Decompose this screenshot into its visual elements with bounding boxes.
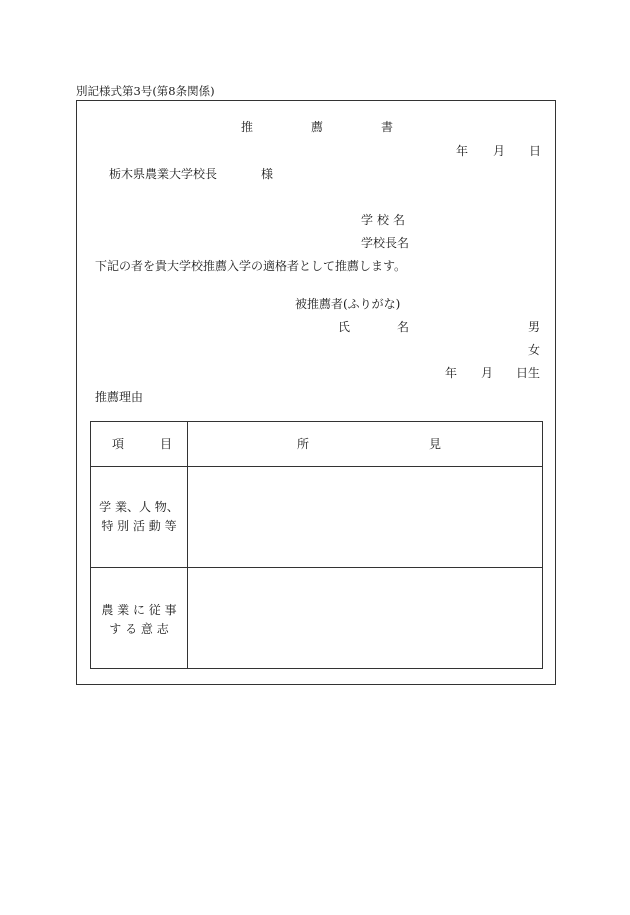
item-header-cell <box>91 422 188 467</box>
agriculture-will-line-1: 農 業 に 従 事 <box>101 603 177 617</box>
birth-year-label: 年 <box>445 366 458 380</box>
school-name-label: 学校名 <box>361 213 410 227</box>
item-header-char-1: 項 <box>112 437 125 451</box>
nominee-label: 被推薦者(ふりがな) <box>295 297 401 311</box>
opinion-header-char-1: 所 <box>297 437 310 451</box>
reason-table-header <box>91 422 543 467</box>
opinion-header-cell <box>188 422 543 467</box>
academic-item-line-2: 特 別 活 動 等 <box>101 519 177 533</box>
gender-male-option: 男 <box>528 320 541 334</box>
nominee-name-char-2: 名 <box>397 320 410 334</box>
title-char-2: 薦 <box>311 120 324 134</box>
gender-female-option: 女 <box>528 343 541 357</box>
reason-label: 推薦理由 <box>95 390 144 404</box>
table-row <box>91 568 543 669</box>
birth-day-label: 日生 <box>516 366 541 380</box>
agriculture-will-line-2: す る 意 志 <box>109 622 169 636</box>
recommendation-form <box>76 100 556 685</box>
agriculture-will-item-cell <box>91 568 188 669</box>
birth-month-label: 月 <box>481 366 494 380</box>
table-row <box>91 467 543 568</box>
title-char-1: 推 <box>241 120 254 134</box>
form-number-label: 別記様式第3号(第8条関係) <box>76 84 215 98</box>
principal-name-label: 学校長名 <box>361 236 410 250</box>
academic-item-cell <box>91 467 188 568</box>
date-day-label: 日 <box>529 144 542 158</box>
agriculture-will-opinion-cell[interactable] <box>188 568 543 669</box>
date-month-label: 月 <box>493 144 506 158</box>
opinion-header-char-2: 見 <box>429 437 442 451</box>
recommendation-statement: 下記の者を貴大学校推薦入学の適格者として推薦します。 <box>95 259 407 273</box>
date-year-label: 年 <box>456 144 469 158</box>
title-char-3: 書 <box>381 120 394 134</box>
addressee-honorific: 様 <box>261 167 274 181</box>
addressee-name: 栃木県農業大学校長 <box>109 167 218 181</box>
reason-table <box>90 421 543 669</box>
academic-opinion-cell[interactable] <box>188 467 543 568</box>
academic-item-line-1: 学 業、人 物、 <box>99 500 179 514</box>
nominee-name-char-1: 氏 <box>338 320 351 334</box>
item-header-char-2: 目 <box>160 437 173 451</box>
